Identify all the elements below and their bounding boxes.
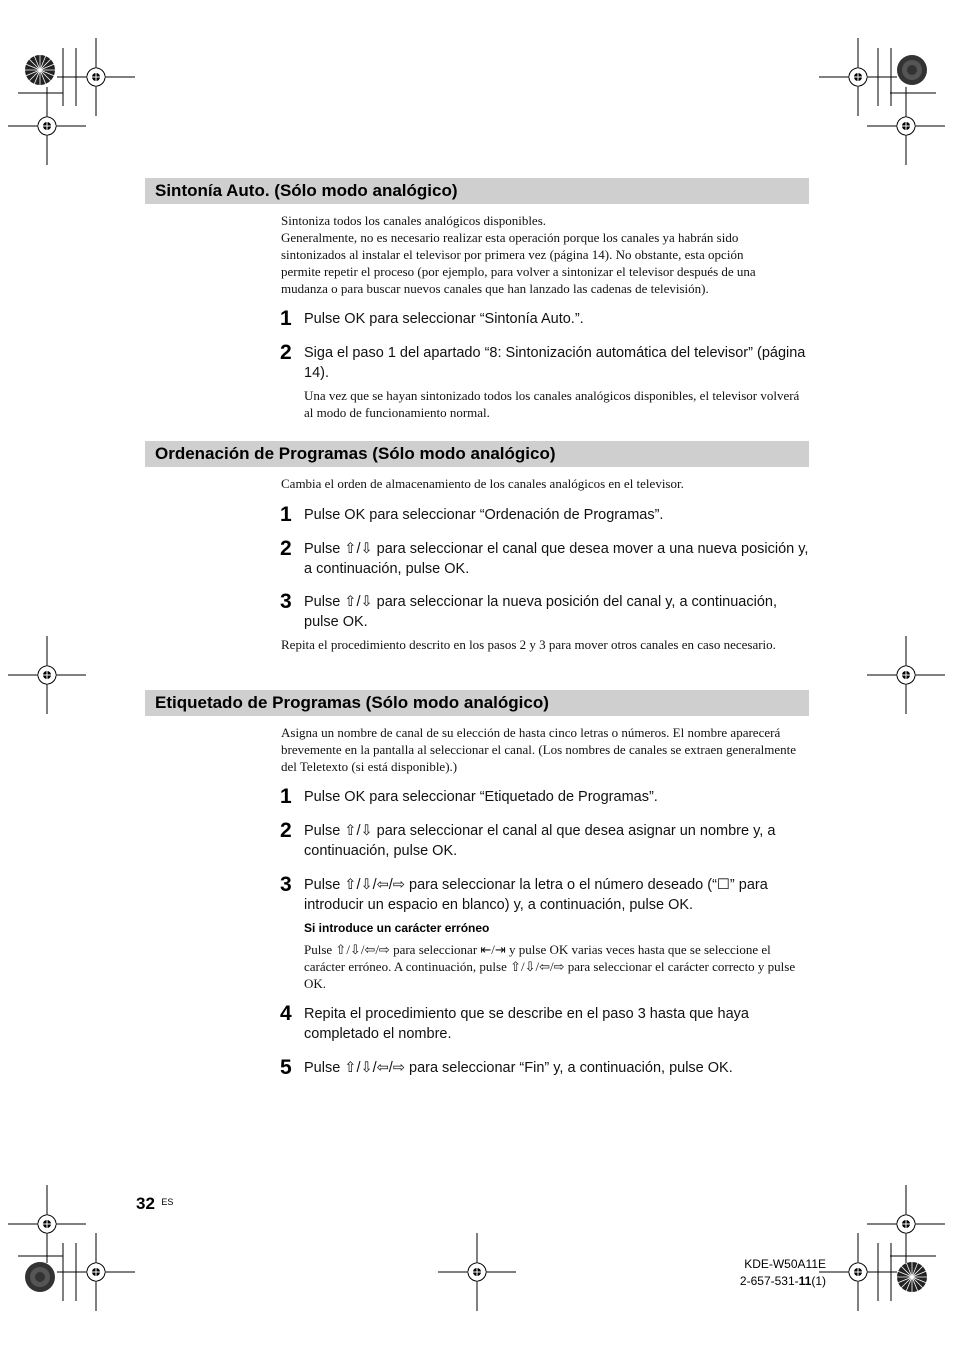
- section-title: Sintonía Auto. (Sólo modo analógico): [155, 181, 458, 200]
- section-header-etiquetado: [145, 690, 809, 716]
- step-number: 2: [280, 537, 292, 560]
- step-number: 1: [280, 785, 292, 808]
- language-code: ES: [161, 1197, 174, 1207]
- section-outro: Repita el procedimiento descrito en los pasos 2 y 3 para mover otros canales en caso necesario.: [281, 637, 776, 652]
- section-intro: [281, 212, 809, 297]
- step-number: 3: [280, 873, 292, 896]
- intro-line: sintonizados al instalar el televisor por primera vez (página 14). No obstante, esta opción: [281, 247, 744, 262]
- step: [280, 1002, 810, 1044]
- step: [280, 819, 810, 861]
- section-header-sintonia-auto: [145, 178, 809, 204]
- step-text: Pulse ⇧/⇩/⇦/⇨ para seleccionar la letra o el número deseado (“☐” para introducir un espacio en blanco) y, a continuación, pulse OK.: [304, 877, 768, 913]
- step-number: 3: [280, 590, 292, 613]
- section-title: Ordenación de Programas (Sólo modo analógico): [155, 444, 556, 463]
- step-number: 2: [280, 341, 292, 364]
- intro-line: Sintoniza todos los canales analógicos disponibles.: [281, 213, 547, 228]
- subheading-note: Pulse ⇧/⇩/⇦/⇨ para seleccionar ⇤/⇥ y pulse OK varias veces hasta que se seleccione el carácter erróneo. A continuación, pulse ⇧/⇩/⇦/⇨ para seleccionar el carácter correcto y pulse OK.: [304, 942, 796, 991]
- step-note: Una vez que se hayan sintonizado todos los canales analógicos disponibles, el televisor volverá al modo de funcionamiento normal.: [304, 388, 800, 420]
- section-intro: Asigna un nombre de canal de su elección de hasta cinco letras o números. El nombre aparecerá brevemente en la pantalla al seleccionar el canal. (Los nombres de canales se extraen generalmente del Teletexto (si está disponible).): [281, 725, 797, 774]
- document-code-block: [700, 1256, 826, 1290]
- step-text: Siga el paso 1 del apartado “8: Sintonización automática del televisor” (página 14).: [304, 345, 806, 381]
- page-number: 32: [136, 1194, 155, 1213]
- step-text: Pulse OK para seleccionar “Sintonía Auto.”.: [304, 311, 584, 327]
- part-number: 2-657-531-11(1): [739, 1274, 826, 1288]
- step: [280, 503, 810, 526]
- step: [280, 590, 810, 632]
- intro-line: mudanza o para buscar nuevos canales que han lanzado las cadenas de televisión).: [281, 281, 709, 296]
- section-title: Etiquetado de Programas (Sólo modo analógico): [155, 693, 549, 712]
- subheading: Si introduce un carácter erróneo: [304, 921, 490, 935]
- intro-line: Generalmente, no es necesario realizar esta operación porque los canales ya habrán sido: [281, 230, 739, 245]
- step: [280, 1056, 810, 1079]
- step-number: 2: [280, 819, 292, 842]
- step-text: Pulse ⇧/⇩/⇦/⇨ para seleccionar “Fin” y, a continuación, pulse OK.: [304, 1060, 733, 1076]
- section-header-ordenacion: [145, 441, 809, 467]
- section-intro: Cambia el orden de almacenamiento de los canales analógicos en el televisor.: [281, 476, 684, 491]
- step-text: Pulse OK para seleccionar “Ordenación de Programas”.: [304, 507, 664, 523]
- step: [280, 341, 810, 383]
- step-text: Pulse ⇧/⇩ para seleccionar el canal que desea mover a una nueva posición y, a continuación, pulse OK.: [304, 541, 809, 577]
- step: [280, 785, 810, 808]
- step-text: Repita el procedimiento que se describe en el paso 3 hasta que haya completado el nombre.: [304, 1006, 749, 1042]
- step: [280, 537, 810, 579]
- step-number: 1: [280, 503, 292, 526]
- step-number: 5: [280, 1056, 292, 1079]
- model-number: KDE-W50A11E: [744, 1257, 826, 1271]
- step-number: 1: [280, 307, 292, 330]
- step-text: Pulse ⇧/⇩ para seleccionar la nueva posición del canal y, a continuación, pulse OK.: [304, 594, 777, 630]
- step-text: Pulse OK para seleccionar “Etiquetado de Programas”.: [304, 789, 658, 805]
- step-number: 4: [280, 1002, 292, 1025]
- step: [280, 873, 810, 915]
- step: [280, 307, 810, 330]
- page-number-block: [136, 1194, 173, 1214]
- intro-line: permite repetir el proceso (por ejemplo, para volver a sintonizar el televisor después de una: [281, 264, 756, 279]
- step-text: Pulse ⇧/⇩ para seleccionar el canal al que desea asignar un nombre y, a continuación, pulse OK.: [304, 823, 776, 859]
